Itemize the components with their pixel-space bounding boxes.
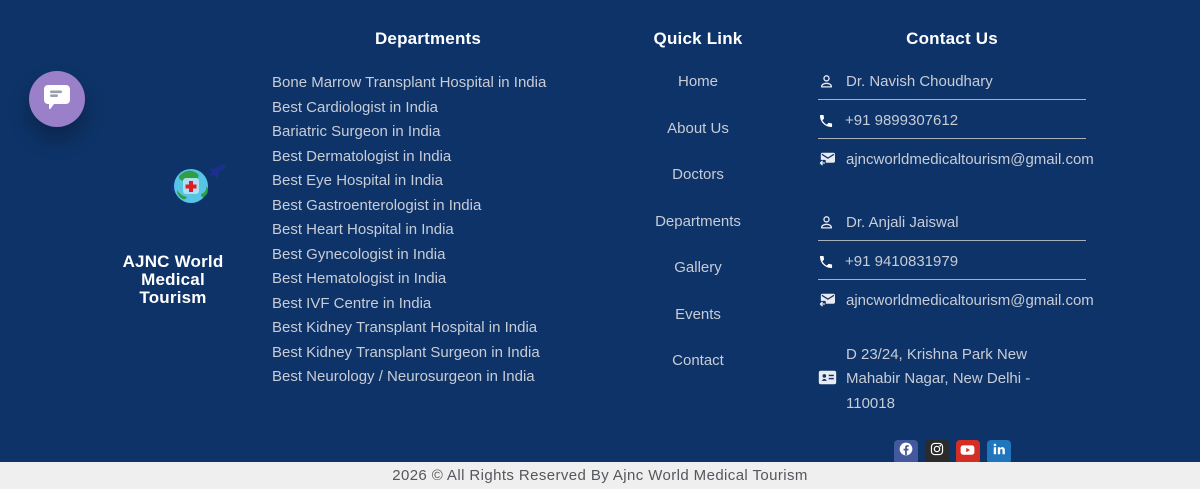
contact-card — [818, 61, 1094, 177]
departments-heading: Departments — [374, 29, 482, 48]
department-link[interactable]: Best Hematologist in India — [272, 270, 447, 287]
phone-icon — [818, 254, 834, 270]
contact-name-row — [818, 61, 1086, 100]
address-row — [818, 343, 1086, 416]
quick-link-home[interactable]: Home — [677, 73, 718, 90]
linkedin-icon — [992, 442, 1006, 461]
youtube-icon — [960, 443, 975, 461]
linkedin-button[interactable] — [987, 440, 1011, 464]
department-link[interactable]: Best Cardiologist in India — [272, 98, 438, 116]
phone-icon — [818, 113, 834, 129]
contact-email-row[interactable] — [818, 280, 1094, 318]
facebook-icon — [898, 441, 914, 462]
address-text: D 23/24, Krishna Park New Mahabir Nagar, New Delhi - 110018 — [846, 346, 1031, 412]
footer-logo[interactable] — [114, 158, 232, 307]
quick-link-about-us[interactable]: About Us — [667, 119, 729, 137]
chat-widget-button[interactable] — [29, 71, 85, 127]
person-icon — [818, 73, 835, 90]
department-link[interactable]: Best Gastroenterologist in India — [272, 196, 482, 214]
email-icon — [818, 293, 835, 308]
department-link[interactable]: Best IVF Centre in India — [272, 294, 432, 312]
facebook-button[interactable] — [894, 440, 918, 464]
copyright-bar — [0, 462, 1200, 489]
brand-name: AJNC World Medical Tourism — [122, 252, 224, 307]
department-link[interactable]: Best Kidney Transplant Surgeon in India — [272, 343, 540, 361]
department-link[interactable]: Best Gynecologist in India — [272, 245, 446, 263]
quick-links-column — [622, 28, 774, 399]
contact-name: Dr. Navish Choudhary — [846, 73, 993, 90]
contact-phone: +91 9410831979 — [845, 253, 959, 270]
contact-email: ajncworldmedicaltourism@gmail.com — [846, 292, 1094, 309]
department-link[interactable]: Best Dermatologist in India — [272, 147, 452, 165]
quick-links-heading: Quick Link — [653, 29, 743, 48]
social-links — [818, 440, 1086, 464]
quick-link-doctors[interactable]: Doctors — [672, 166, 724, 183]
email-icon — [818, 152, 835, 167]
contact-email-row[interactable] — [818, 139, 1094, 177]
chat-bubble-icon — [42, 83, 72, 116]
contact-name: Dr. Anjali Jaiswal — [846, 214, 959, 231]
department-link[interactable]: Bariatric Surgeon in India — [272, 123, 441, 140]
contact-name-row — [818, 202, 1086, 241]
quick-links-list — [622, 73, 774, 369]
instagram-button[interactable] — [925, 440, 949, 464]
department-link[interactable]: Bone Marrow Transplant Hospital in India — [272, 74, 547, 91]
quick-link-gallery[interactable]: Gallery — [674, 259, 722, 276]
department-link[interactable]: Best Heart Hospital in India — [272, 221, 454, 238]
contact-phone-row[interactable] — [818, 100, 1086, 139]
contact-heading: Contact Us — [906, 29, 998, 48]
contact-phone: +91 9899307612 — [845, 112, 959, 129]
brand-logo-icon — [165, 158, 227, 213]
contact-email: ajncworldmedicaltourism@gmail.com — [846, 151, 1094, 168]
departments-list — [272, 71, 584, 390]
contact-phone-row[interactable] — [818, 241, 1086, 280]
contact-card — [818, 202, 1094, 318]
quick-link-contact[interactable]: Contact — [672, 352, 724, 369]
contact-card-icon — [818, 370, 837, 389]
contact-list — [818, 61, 1094, 464]
person-icon — [818, 214, 835, 231]
departments-column — [272, 28, 584, 390]
quick-link-events[interactable]: Events — [675, 305, 721, 323]
department-link[interactable]: Best Neurology / Neurosurgeon in India — [272, 368, 535, 385]
youtube-button[interactable] — [956, 440, 980, 464]
instagram-icon — [930, 442, 944, 461]
department-link[interactable]: Best Eye Hospital in India — [272, 172, 443, 189]
department-link[interactable]: Best Kidney Transplant Hospital in India — [272, 319, 538, 336]
copyright-text: 2026 © All Rights Reserved By Ajnc World Medical Tourism — [392, 467, 808, 484]
quick-link-departments[interactable]: Departments — [655, 212, 741, 230]
contact-column — [818, 28, 1094, 464]
